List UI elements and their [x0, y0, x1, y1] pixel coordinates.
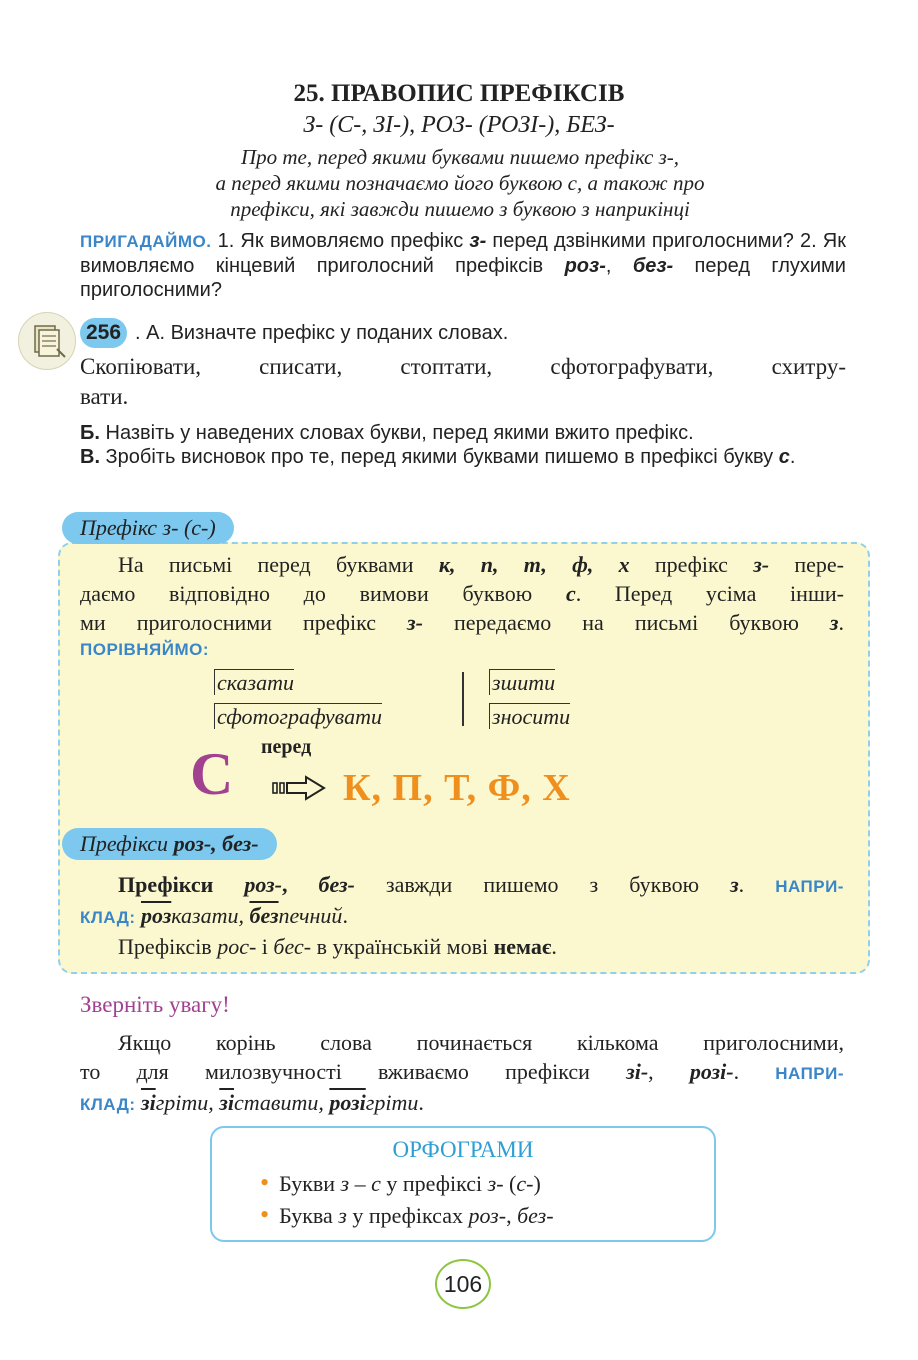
rule-1-heading: Префікс з- (с-) [62, 512, 234, 544]
compare-right-2: зносити [489, 704, 570, 730]
compare-label: ПОРІВНЯЙМО: [80, 640, 210, 659]
rule-2-heading: Префікси роз-, без- [62, 828, 277, 860]
attention-line-1: Якщо корінь слова починається кількома приголосними, [118, 1030, 844, 1055]
bullet-icon: • [260, 1168, 270, 1197]
attention-line-3: КЛАД: зігрiти, зіставити, розігрiти. [80, 1090, 424, 1115]
exercise-tasks-bc [80, 421, 846, 469]
orthogram-item-1: • Букви з – с у префіксі з- (с-) [260, 1168, 541, 1197]
rule-1-line-3: ми приголосними префікс з- передаємо на письмі буквою з. [80, 610, 844, 635]
intro-line-1: Про те, перед якими буквами пишемо префікс з-, [240, 145, 680, 169]
intro-line-2: а перед якими позначаємо його буквою с, а також про [215, 171, 705, 195]
orthograms-title: ОРФОГРАМИ [392, 1137, 534, 1162]
exercise-words [80, 352, 846, 412]
page-subtitle: З- (С-, ЗІ-), РОЗ- (РОЗІ-), БЕЗ- [303, 112, 615, 138]
rule-2-line-3: Префіксів рос- і бес- в українській мові немає. [118, 934, 557, 959]
rule-1-line-2: даємо відповідно до вимови буквою с. Перед усіма інши- [80, 581, 844, 606]
exercise-number: 256 [80, 318, 127, 348]
exercise-task-c: В. Зробіть висновок про те, перед якими буквами пишемо в префіксі букву с. [80, 446, 796, 468]
exercise-words-line-2: вати. [80, 384, 129, 409]
orthogram-item-2: • Буква з у префіксах роз-, без- [260, 1200, 554, 1229]
attention-text [80, 1028, 844, 1119]
bullet-icon: • [260, 1200, 270, 1229]
before-label: перед [261, 736, 312, 758]
recall-block: ПРИГАДАЙМО. 1. Як вимовляємо префікс з- перед дзвінкими приголосними? 2. Як вимовляємо кінцевий приголосний префіксів роз-, без- перед глухими приголосними? [80, 230, 846, 301]
compare-left-1: сказати [214, 670, 294, 696]
arrow-right-icon [272, 774, 328, 807]
attention-line-2: то для милозвучності вживаємо префікси зі-, розі-. НАПРИ- [80, 1059, 845, 1084]
rule-2-line-2: КЛАД: розказати, безпечний. [80, 903, 348, 928]
exercise-task-a: . А. Визначте префікс у поданих словах. [135, 322, 509, 344]
compare-left-2: сфотографувати [214, 704, 382, 730]
rule-2-line-1: Префікси роз-, без- завжди пишемо з буквою з. НАПРИ- [118, 872, 844, 897]
intro-line-3: префікси, які завжди пишемо з буквою з наприкінці [230, 197, 690, 221]
page-title: 25. ПРАВОПИС ПРЕФІКСІВ [293, 80, 625, 107]
rule-1-text [80, 550, 844, 637]
voiceless-letters: К, П, Т, Ф, Х [343, 767, 571, 809]
rule-2-text [80, 870, 844, 961]
exercise-task-b: Б. Назвіть у наведених словах букви, перед якими вжито префікс. [80, 422, 694, 444]
attention-title: Зверніть увагу! [80, 992, 230, 1017]
exercise-words-line-1: Скопіювати, списати, стоптати, сфотографувати, схитру- [80, 354, 846, 379]
notebook-icon [18, 312, 76, 370]
recall-label: ПРИГАДАЙМО. [80, 232, 212, 251]
big-letter-s: С [190, 741, 234, 807]
compare-divider [462, 672, 464, 726]
page-number: 106 [435, 1259, 491, 1309]
rule-1-line-1: На письмі перед буквами к, п, т, ф, х префікс з- пере- [118, 552, 844, 577]
topic-intro [120, 144, 800, 222]
compare-right-1: зшити [489, 670, 555, 696]
